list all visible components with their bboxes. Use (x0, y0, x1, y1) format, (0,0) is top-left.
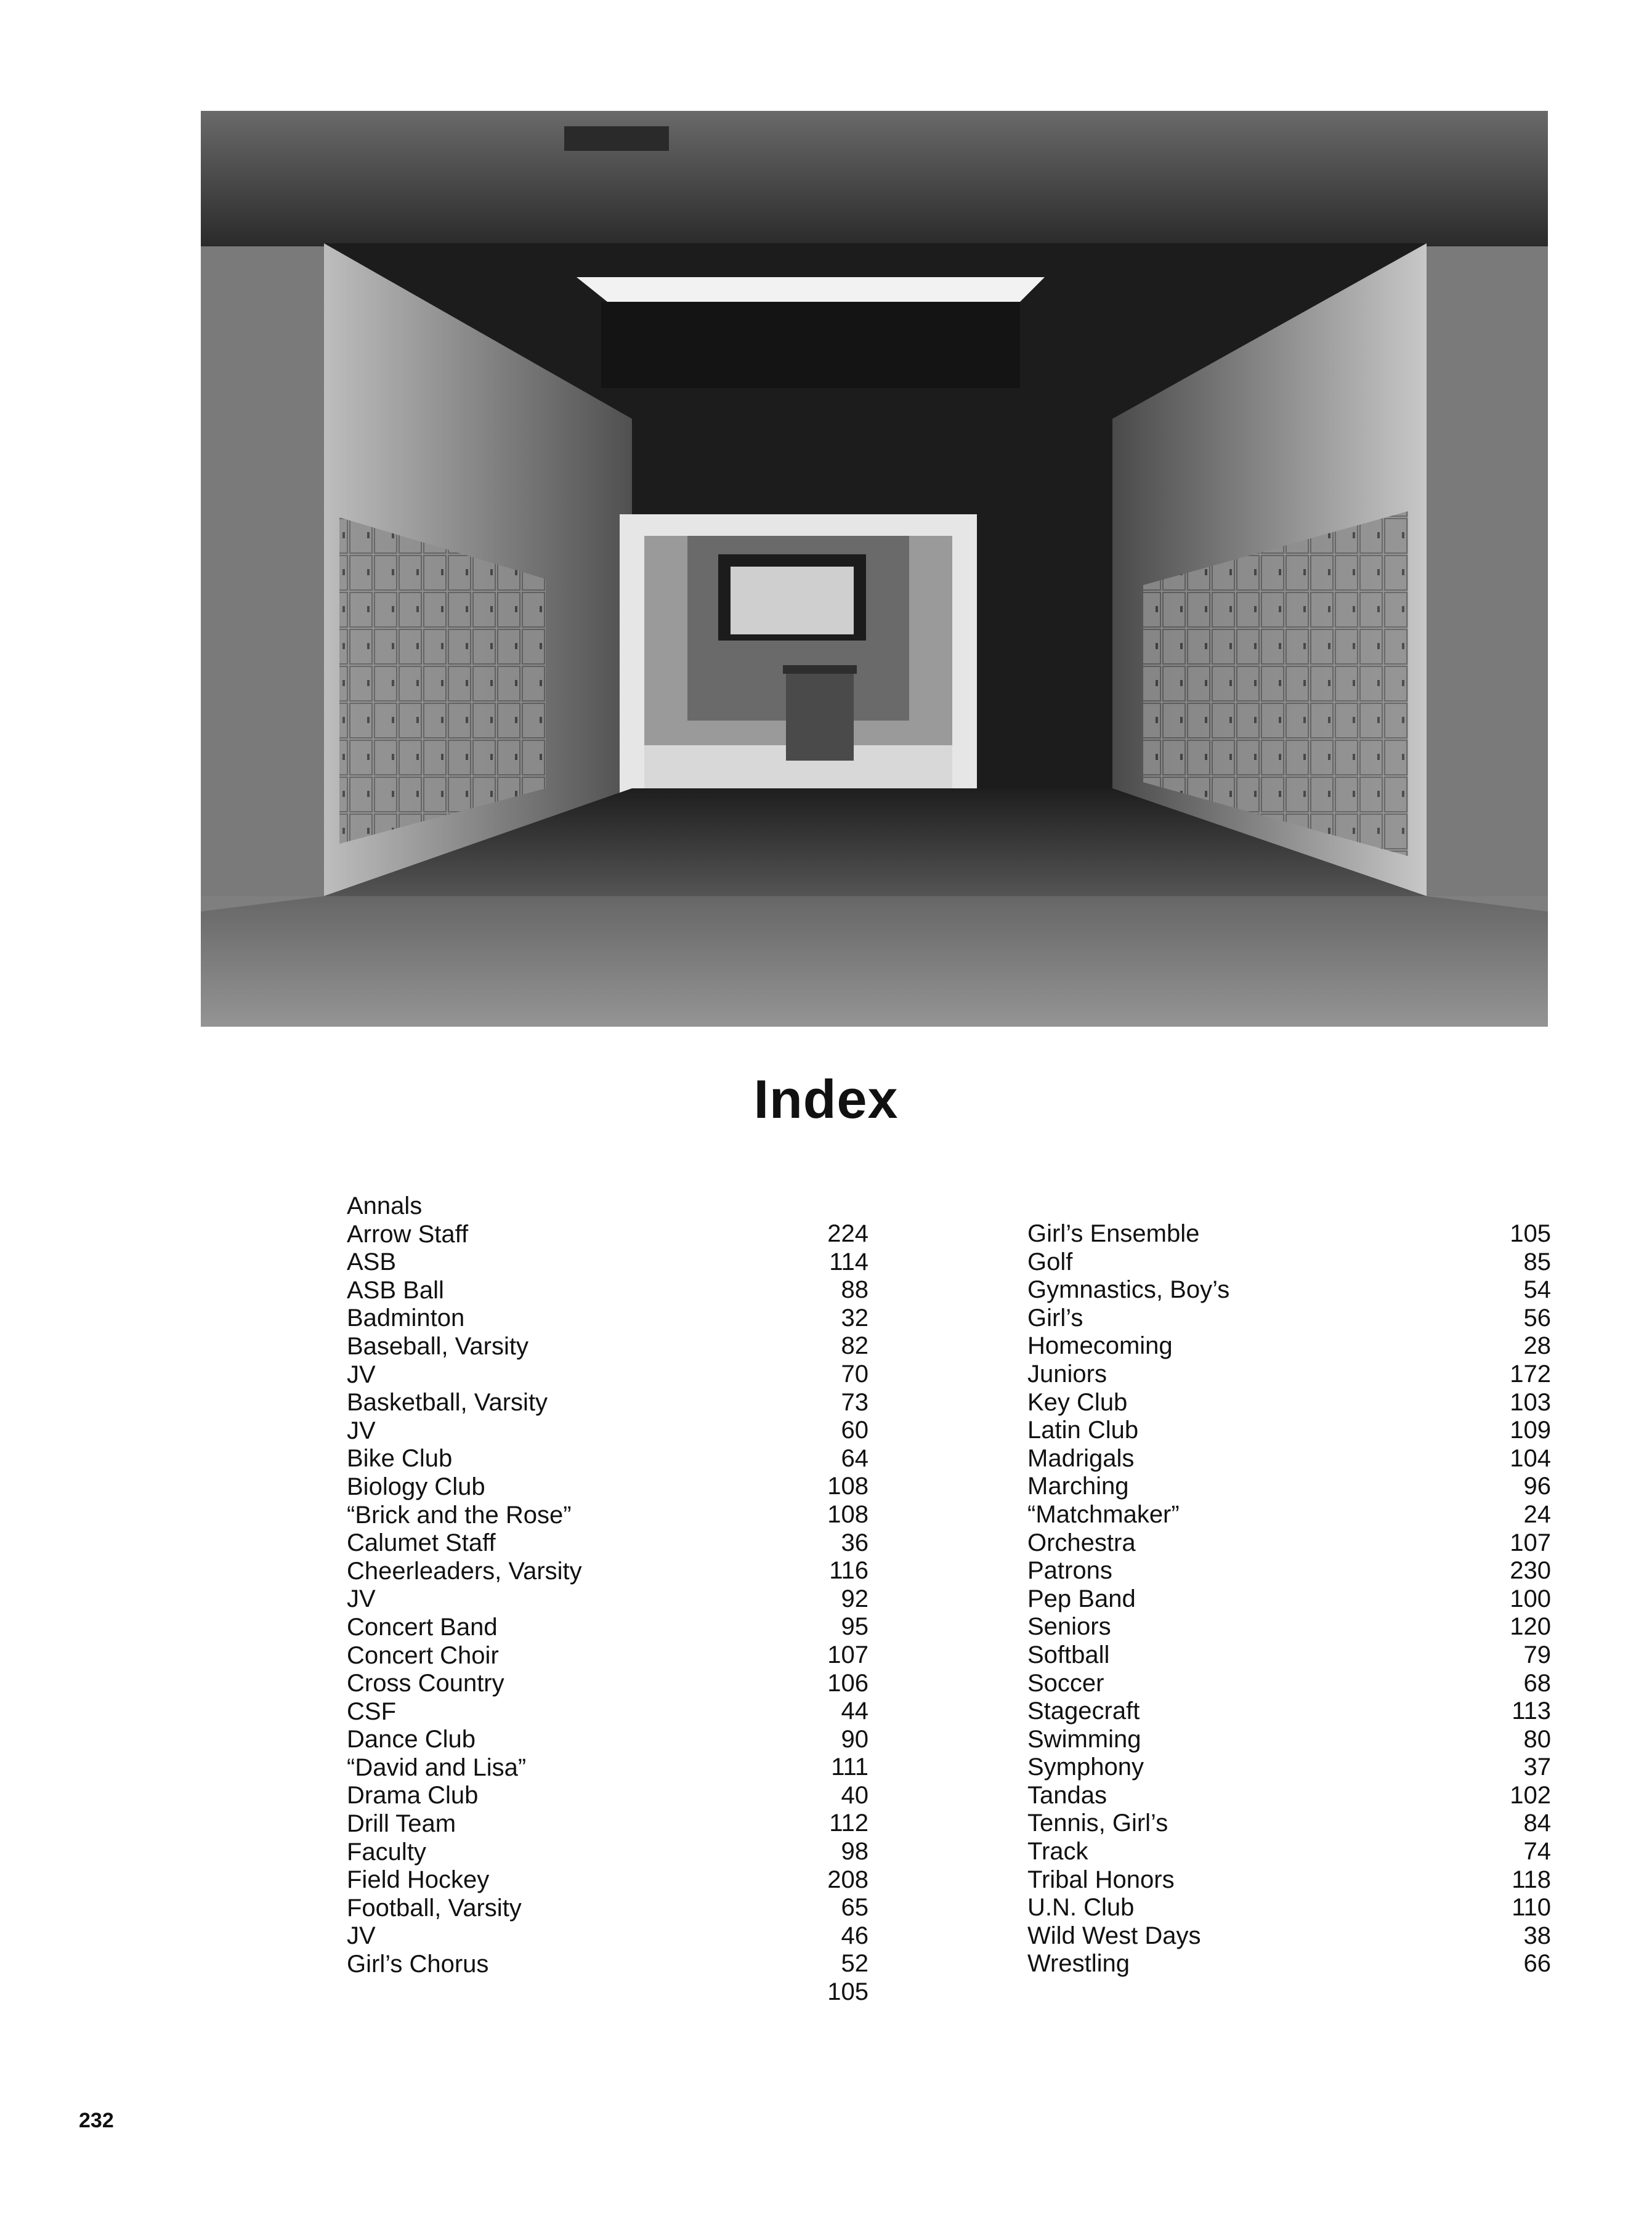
index-entry (1027, 1753, 1551, 1782)
index-entry-name: Girl’s (1027, 1304, 1083, 1332)
index-entry-name: Latin Club (1027, 1417, 1139, 1444)
index-entry-page: 102 (1510, 1781, 1551, 1809)
index-entry-name: Tribal Honors (1027, 1866, 1175, 1893)
index-entry-page: 54 (1523, 1276, 1551, 1304)
index-entry-name: Key Club (1027, 1388, 1128, 1416)
index-entry-page: 64 (841, 1444, 869, 1472)
index-entry (1027, 1361, 1551, 1389)
index-entry (1027, 1501, 1551, 1529)
index-entry (1027, 1276, 1551, 1304)
index-entry-page: 68 (1523, 1669, 1551, 1697)
index-entry-name: Madrigals (1027, 1444, 1135, 1472)
index-entry-name: Gymnastics, Boy’s (1027, 1276, 1230, 1304)
index-entry-name: Tandas (1027, 1781, 1107, 1809)
index-entry-page: 32 (841, 1304, 869, 1332)
index-entry-name: “Matchmaker” (1027, 1500, 1180, 1528)
index-entry-name: Calumet Staff (347, 1529, 496, 1557)
index-entry-page: 74 (1523, 1838, 1551, 1866)
index-entry-name: Faculty (347, 1838, 426, 1866)
index-entry (1027, 1782, 1551, 1810)
index-entry-page: 106 (827, 1669, 869, 1697)
index-entry-page: 40 (841, 1781, 869, 1809)
index-entry-name: U.N. Club (1027, 1894, 1135, 1922)
index-entry-name: Football, Varsity (347, 1894, 522, 1922)
index-entry-page: 105 (827, 1978, 869, 2006)
index-entry-page: 24 (1523, 1500, 1551, 1528)
index-entry (1027, 1332, 1551, 1361)
index-entry (1027, 1557, 1551, 1585)
index-entry-name: Symphony (1027, 1753, 1144, 1781)
index-entry-page: 36 (841, 1529, 869, 1556)
index-entry-name: Girl’s Ensemble (1027, 1220, 1200, 1247)
index-entry (1027, 1613, 1551, 1641)
index-entry (1027, 1726, 1551, 1754)
index-entry-name: Bike Club (347, 1445, 453, 1473)
page-title: Index (753, 1069, 899, 1130)
index-entry-name: Wild West Days (1027, 1922, 1201, 1949)
hallway-image (201, 111, 1548, 1027)
index-entry-name: Wrestling (1027, 1950, 1130, 1978)
index-entry-page: 70 (841, 1360, 869, 1388)
index-entry-page: 38 (1523, 1922, 1551, 1949)
index-entry-name: Pep Band (1027, 1585, 1136, 1612)
index-entry (1027, 1950, 1551, 1978)
index-entry (1027, 1894, 1551, 1922)
index-entry (1027, 1866, 1551, 1895)
index-entry-page: 105 (1510, 1220, 1551, 1247)
index-entry-page: 107 (827, 1641, 869, 1668)
index-entry-page: 95 (841, 1613, 869, 1641)
index-entry-page: 120 (1510, 1613, 1551, 1641)
index-entry-name: ASB (347, 1248, 397, 1276)
index-left-pages (801, 1220, 869, 2007)
index-entry-name: Basketball, Varsity (347, 1389, 548, 1417)
index-entry-name: Concert Choir (347, 1641, 499, 1669)
index-entry (1027, 1670, 1551, 1698)
index-entry-page: 104 (1510, 1444, 1551, 1472)
index-entry (1027, 1838, 1551, 1866)
index-entry-name: Marching (1027, 1473, 1129, 1500)
index-entry-name: Stagecraft (1027, 1697, 1140, 1725)
index-entry-name: Patrons (1027, 1557, 1112, 1585)
index-entry-name: Arrow Staff (347, 1220, 469, 1248)
index-entry-name: JV (347, 1585, 376, 1613)
index-entry-name: Girl’s Chorus (347, 1951, 489, 1978)
index-entry-name: Dance Club (347, 1726, 476, 1753)
index-entry-name: “David and Lisa” (347, 1753, 527, 1781)
index-entry-page: 118 (1512, 1866, 1551, 1893)
index-entry-page: 113 (1512, 1697, 1551, 1725)
index-entry-name: Golf (1027, 1248, 1073, 1276)
index-entry-page: 230 (1510, 1557, 1551, 1585)
index-entry-name: “Brick and the Rose” (347, 1501, 572, 1529)
index-entry-page: 92 (841, 1585, 869, 1612)
index-entry-name: Homecoming (1027, 1332, 1173, 1360)
index-entry-page: 84 (1523, 1810, 1551, 1837)
index-entry-page: 110 (1512, 1894, 1551, 1922)
index-entry-name: JV (347, 1361, 376, 1388)
index-entry-page: 65 (841, 1894, 869, 1922)
index-entry-page: 111 (831, 1753, 869, 1781)
index-entry (1027, 1529, 1551, 1558)
index-entry-name: CSF (347, 1697, 396, 1725)
index-entry-page: 52 (841, 1950, 869, 1978)
index-entry-page: 46 (841, 1922, 869, 1949)
index-entry-name: Badminton (347, 1304, 465, 1332)
index-entry-page: 28 (1523, 1332, 1551, 1360)
index-entry (1027, 1697, 1551, 1726)
index-entry (1027, 1389, 1551, 1417)
index-entry-page: 100 (1510, 1585, 1551, 1612)
index-entry-page: 90 (841, 1725, 869, 1753)
index-entry-name: Field Hockey (347, 1866, 490, 1894)
index-entry (1027, 1220, 1551, 1248)
index-entry (1027, 1248, 1551, 1277)
index-entry (1027, 1641, 1551, 1670)
index-entry-page: 73 (841, 1388, 869, 1416)
index-entry-page: 56 (1523, 1304, 1551, 1332)
index-entry-page: 44 (841, 1697, 869, 1725)
index-entry-name: Seniors (1027, 1613, 1111, 1641)
index-entry-page: 80 (1523, 1725, 1551, 1753)
index-entry-page: 82 (841, 1332, 869, 1360)
index-entry-page: 88 (841, 1276, 869, 1304)
index-entry (1027, 1473, 1551, 1501)
index-entry-name: Cheerleaders, Varsity (347, 1557, 582, 1585)
index-entry (1027, 1810, 1551, 1838)
school-hallway-photo (201, 111, 1548, 1027)
index-entry-page: 112 (829, 1810, 869, 1837)
index-entry-name: JV (347, 1922, 376, 1950)
page-number: 232 (79, 2109, 114, 2132)
index-entry-page: 108 (827, 1473, 869, 1500)
index-entry-page: 108 (827, 1500, 869, 1528)
index-entry-name: Annals (347, 1192, 423, 1219)
index-entry-page: 224 (827, 1220, 869, 1247)
index-entry-page: 116 (829, 1557, 869, 1585)
index-entry-name: JV (347, 1417, 376, 1444)
index-entry-name: Cross Country (347, 1670, 504, 1697)
index-entry-name: Baseball, Varsity (347, 1332, 528, 1360)
index-entry (1027, 1445, 1551, 1473)
index-entry-page: 60 (841, 1417, 869, 1444)
index-entry-name: Drill Team (347, 1810, 456, 1838)
index-entry-name: Soccer (1027, 1669, 1104, 1697)
index-entry-page: 103 (1510, 1388, 1551, 1416)
index-entry-page: 208 (827, 1866, 869, 1893)
index-entry-name: Juniors (1027, 1360, 1107, 1388)
index-entry-name: Track (1027, 1838, 1088, 1866)
index-entry-name: Swimming (1027, 1725, 1141, 1753)
index-entry (1027, 1417, 1551, 1445)
index-entry-page: 96 (1523, 1473, 1551, 1500)
index-entry-page: 37 (1523, 1753, 1551, 1781)
index-right-column (1027, 1220, 1551, 1978)
index-entry-page: 85 (1523, 1248, 1551, 1276)
index-entry-page: 114 (829, 1248, 869, 1276)
index-entry-name: ASB Ball (347, 1276, 444, 1304)
index-entry-name: Concert Band (347, 1613, 498, 1641)
index-entry-page: 172 (1510, 1360, 1551, 1388)
index-entry-name: Drama Club (347, 1782, 479, 1810)
index-entry-name: Tennis, Girl’s (1027, 1810, 1168, 1837)
index-entry-page: 107 (1510, 1529, 1551, 1556)
index-entry-name: Orchestra (1027, 1529, 1136, 1556)
index-entry-page: 98 (841, 1838, 869, 1866)
index-entry (1027, 1922, 1551, 1951)
index-entry (1027, 1304, 1551, 1333)
index-entry-page: 66 (1523, 1950, 1551, 1978)
index-entry-name: Softball (1027, 1641, 1110, 1668)
index-entry-page: 79 (1523, 1641, 1551, 1668)
index-entry-page: 109 (1510, 1417, 1551, 1444)
index-entry (1027, 1585, 1551, 1614)
index-entry-name: Biology Club (347, 1473, 485, 1500)
